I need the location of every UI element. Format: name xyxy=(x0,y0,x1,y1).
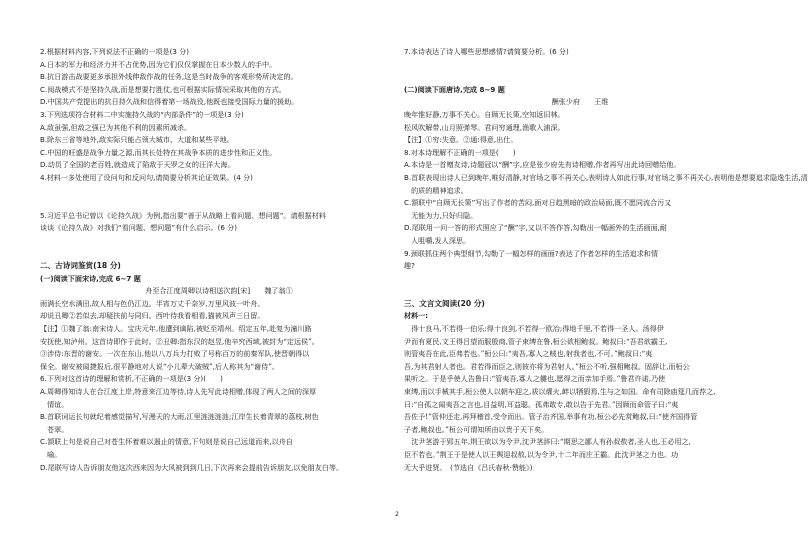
q6-option-a-1: A.周卿得知诗人在合江度上岸,特意来江边等待,诗人先写此诗相赠,体现了两人之间的深厚 xyxy=(40,387,317,397)
q3-option-b: B.除东三省等地外,敌实际只能占领大城市、大道和某些平地。 xyxy=(40,135,234,145)
q6-option-d: D.尾联写诗人告诉朋友他这次西来因为大风被到到几日,下次再来会提前告诉朋友,以免朋友白等。 xyxy=(40,462,344,472)
question-8-stem: 8.对本诗理解不正确的一项是( ) xyxy=(404,147,516,157)
q3-option-c: C.中国的旺盛是战争力量之源,而其长处特在其战争本质的进步性和正义性。 xyxy=(40,147,277,157)
classical-text-line-6: 束缚,而以手械其手,桓公使人以朝车迎之,祓以爟火,衅以牺猳焉,生与之如国。命有司除庙筵几而荐之, xyxy=(404,387,716,397)
q6-option-b-1: B.首联词运长句就纪着感觉描写,写漫天的大雨,江里涟涟涟涟;江岸生长着青翠的荔枝,树色 xyxy=(40,412,319,422)
poem-1-line2: 却说丑卿②若似去,却疑扶前与同归。西叶待我看相看,猫被风声三日留。 xyxy=(40,311,265,321)
poem-1-line1: 雨满长空水满田,故人相与色仍江边。半宵万丈千奈岁,万里风波一叶舟。 xyxy=(40,298,265,308)
section-2-title: 二、古诗词鉴赏(18 分) xyxy=(40,261,121,271)
poem-1-note-1: 【注】①魏了翁:南宋诗人。宝庆元年,他遭到谪陷,被贬至靖州。绍定五年,赴复为潼川路 xyxy=(40,324,312,334)
q2-option-b: B.抗日游击战要更多承担外线伸敌作战的任务,这是当时战争的客观形势所决定的。 xyxy=(40,72,298,82)
q8-option-c-1: C.颔联中“自顾无长策”写出了作者的苦闷,面对日趋黑暗的政治局面,既不愿同流合污又 xyxy=(404,198,672,208)
subsection-1-title: (一)阅读下面宋诗,完成 6~7 题 xyxy=(40,273,141,283)
classical-text-line-11: 臣不若也。”荆王于是使人以王舆迎叔敖,以为令尹,十二年而庄王霸。此沈尹茎之力也。功 xyxy=(404,450,679,459)
q3-option-d: D.动员了全国的老百姓,就造成了陷敌于天罗之女的汪洋大海。 xyxy=(40,160,235,170)
classical-text-line-10: 沈尹茎游于郢五年,荆王欲以为令尹,沈尹茎辞曰:“期思之鄙人有孙叔敖者,圣人也,王必用之, xyxy=(411,437,691,447)
question-7: 7.本诗表达了诗人哪些思想感情?请简要分析。(6 分) xyxy=(404,47,569,56)
poem-2-line2: 松风吹解带,山月照弹琴。君问穷通理,渔歌入浦深。 xyxy=(404,122,565,132)
poem-1-note-4: 保全。谢安被闻捷报后,很平静地对人说“小儿辈大破贼”,后人称其为“谢侍”。 xyxy=(40,361,279,371)
classical-text-line-7: 曰:“自孤之闻夷吾之言也,目益明,耳益聪。孤弗敢专,敢以告于先君。”因顾而命管子曰:“夷 xyxy=(404,399,679,409)
material-1-label: 材料一: xyxy=(404,311,429,321)
question-2-stem: 2.根据材料内容,下列说法不正确的一项是(3 分) xyxy=(40,47,190,56)
poem-2-note: 【注】①穷:失意。②通:得意,出仕。 xyxy=(404,135,518,145)
question-5-line2: 谈谈《论持久战》对我们“看问题、想问题”有什么启示。(6 分) xyxy=(40,223,237,233)
question-9-line2: 趣? xyxy=(404,261,415,271)
q8-option-a: A.本诗是一首赠友诗,诗题冠以“酬”字,应是张少府先有诗相赠,作者再写出此诗回赠给他。 xyxy=(404,160,681,170)
question-6-stem: 6.下列对这首诗的理解和赏析,不正确的一项是(3 分)( ) xyxy=(40,374,223,384)
section-3-title: 三、文言文阅读(20 分) xyxy=(404,298,485,308)
poem-1-note-2: 安抚使,知泸州。这首诗即作于此时。②丑卿:指东汉的赵昱,他辛究西域,被封为“定远侯”。 xyxy=(40,336,319,346)
classical-text-line-1: 得十良马,不若得一伯乐;得十良剑,不若得一欧冶;得地千里,不若得一圣人。汤得伊 xyxy=(411,324,664,334)
q6-option-c-2: 喻。 xyxy=(47,450,62,459)
question-5-line1: 5.习近平总书记曾以《论持久战》为例,指出要“善于从战略上看问题、想问题”。请根据材料 xyxy=(40,210,326,220)
poem-1-note-3: ③涉侍:东晋的谢安。一次在东山,他以八万兵力打败了号称百万的前秦军队,使晋朝得以 xyxy=(40,349,310,359)
question-3-stem: 3.下列选项符合材料二中实施持久战的“内部条件”的一项是(3 分) xyxy=(40,109,244,119)
classical-text-line-4: 吾,为其君射人者也。君若得而臣之,则彼亦将为君射人。”桓公不听,强相鲍叔。固辞让,而桓公 xyxy=(404,361,690,371)
q2-option-d: D.中国共产党提出的抗日持久战和信得着第一场战役,他既也接受国际力量的援助。 xyxy=(40,97,299,107)
question-9-line1: 9.颈联抓住两个典型细节,勾勒了一幅怎样的画面?表达了作者怎样的生活追求和情 xyxy=(404,248,658,258)
classical-text-line-2: 尹而有夏民,文王得吕望而服殷商,管子束缚在鲁,桓公欲相鲍叔。鲍叔曰:“吾君欲霸王, xyxy=(404,336,668,346)
subsection-2-title: (二)阅读下面唐诗,完成 8~9 题 xyxy=(404,84,505,94)
q6-option-b-2: 苍翠。 xyxy=(47,424,69,434)
question-4: 4.材料一多处使用了设问句和反问句,请简要分析其论证效果。(4 分) xyxy=(40,172,253,182)
page-number: 2 xyxy=(395,511,399,518)
q6-option-c-1: C.颔联上句是说自己对苍生怀着难以遏止的情意,下句则是说自己远道而来,以舟自 xyxy=(40,437,293,447)
poem-2-title: 酬张少府 王维 xyxy=(551,97,609,107)
q8-option-d-2: 人咀嚼,发人深思。 xyxy=(411,235,471,245)
q8-option-d-1: D.尾联用一问一答的形式照应了“酬”字,又以不答作答,勾勒出一幅画外的生活画面,耐 xyxy=(404,223,668,233)
q8-option-b-1: B.首联表现出诗人已到晚年,唯好清静,对官场之事不再关心,表明诗人如此行事,对官场之事不再关心,表明他是想要追求隐逸生活,清 xyxy=(404,172,808,182)
classical-text-line-12: 无大乎进贤。 (节选自《吕氏春秋·赞能》) xyxy=(404,462,533,472)
left-column xyxy=(40,46,398,474)
q2-option-c: C.阅战模式不是坚持久战,而是想要打胜仗,也可根据实际情况采取其他的方式。 xyxy=(40,84,286,94)
right-column xyxy=(404,46,808,474)
q6-option-a-2: 情谊。 xyxy=(47,399,69,409)
classical-text-line-5: 果听之。于是乎使人告鲁曰:“管夷吾,寡人之雠也,愿得之而亲加手焉。”鲁君许诺,乃使 xyxy=(404,374,666,384)
classical-text-line-9: 子者,鲍叔也。”桓公可谓知所由以贵于天下矣。 xyxy=(404,424,549,434)
poem-2-line1: 晚年惟好静,万事不关心。自顾无长策,空知返旧林。 xyxy=(404,109,565,119)
classical-text-line-3: 则管夷吾在此,臣弗若也。”桓公曰:“夷吾,寡人之贼也,射我者也,不可。”鲍叔曰:“夷 xyxy=(404,349,653,359)
q8-option-b-2: 的质的精神追求。 xyxy=(411,185,468,195)
poem-1-title: 舟至合江度周卿以诗相送次韵[宋] 魏了翁① xyxy=(145,286,293,296)
q2-option-a: A.日本的军力和经济力并不占优势,因为它们仅仅掌握在日本少数人的手中。 xyxy=(40,59,277,69)
q8-option-c-2: 无能为力,只好归隐。 xyxy=(411,210,478,220)
q3-option-a: A.敌虽强,但敌之强已为其他不利的因素所减杀。 xyxy=(40,122,192,132)
classical-text-line-8: 吾佐予!”管仲还走,再拜稽首,受令而出。管子治齐国,举事有功,桓公必先赏鲍叔,曰:“使齐国得管 xyxy=(404,412,698,422)
